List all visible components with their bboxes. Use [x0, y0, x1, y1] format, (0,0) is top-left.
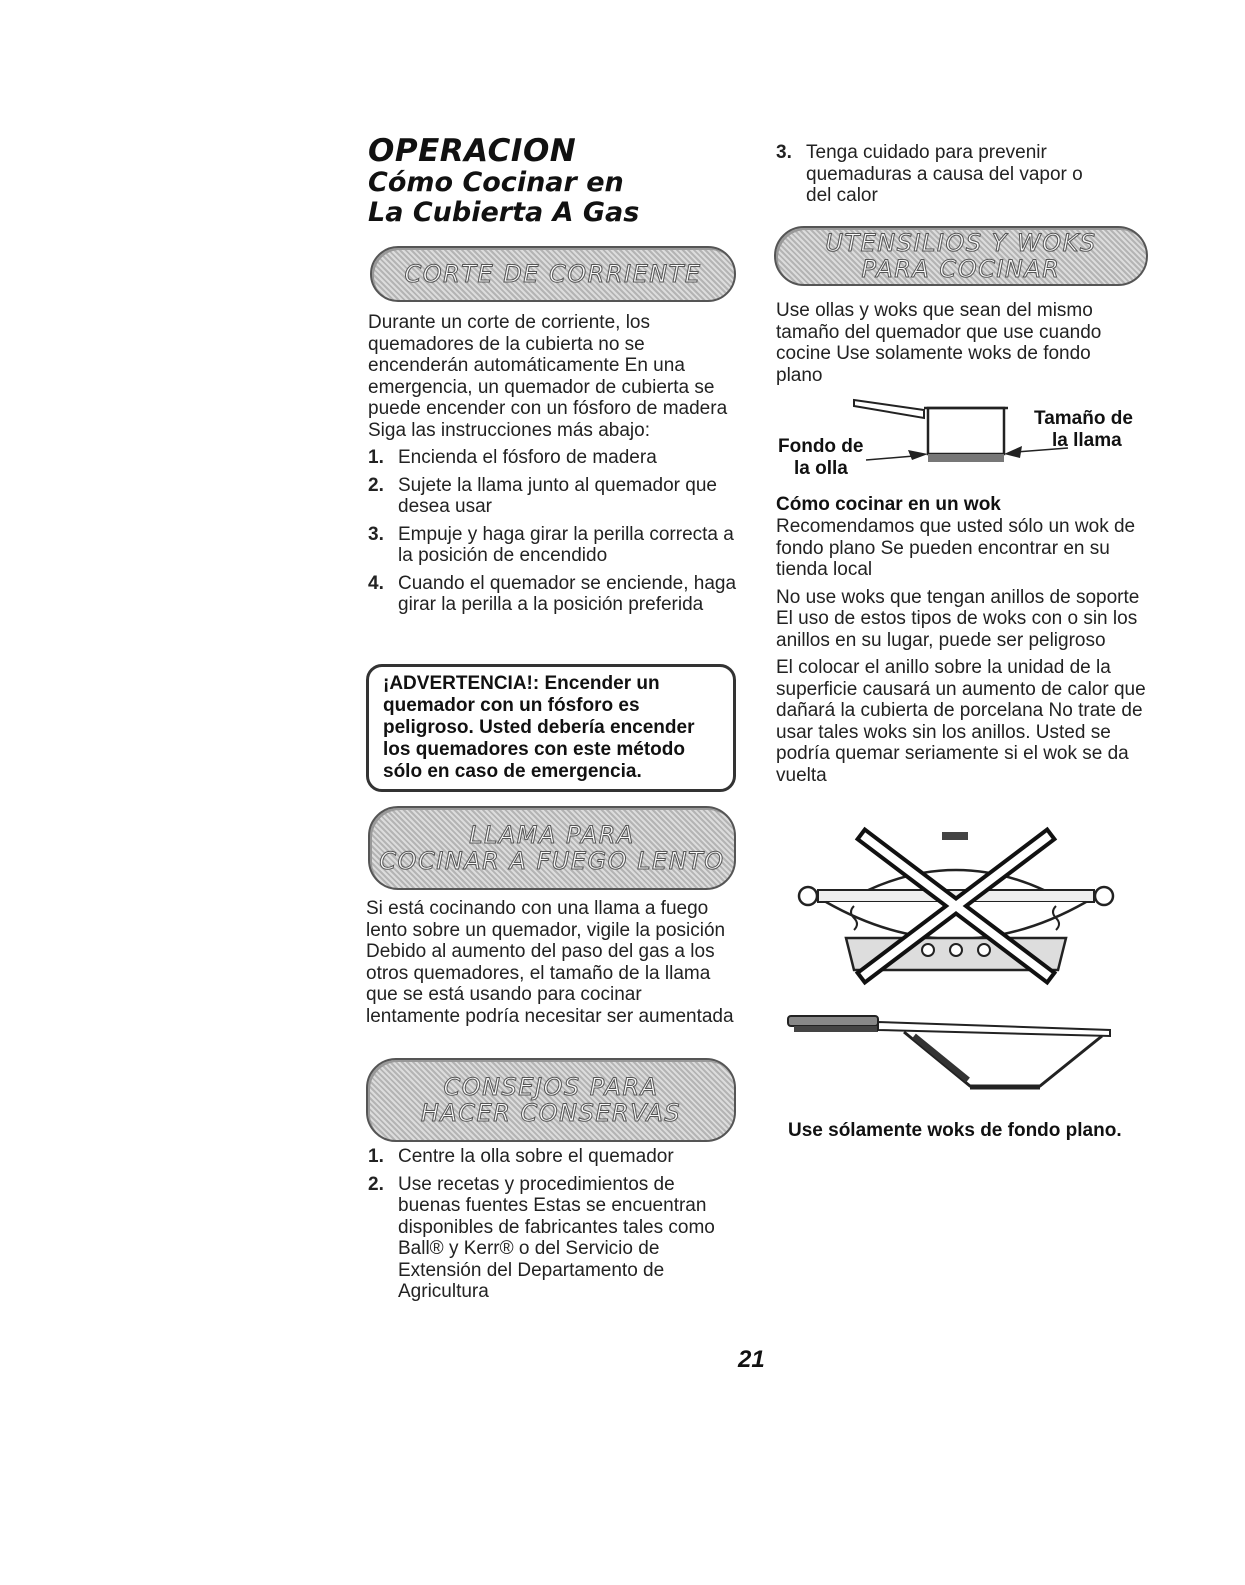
warning-box — [366, 664, 736, 792]
banner-canning — [366, 1058, 736, 1142]
page-title: OPERACION — [368, 133, 577, 169]
list-item: 3. Tenga cuidado para prevenir quemaduras a causa del vapor o del calor — [776, 142, 1083, 206]
arrow-line-left — [866, 456, 914, 460]
wok-paragraph-1: Recomendamos que usted sólo un wok de fondo plano Se pueden encontrar en su tienda local — [776, 516, 1136, 580]
warning-label: ¡ADVERTENCIA!: — [383, 673, 540, 694]
banner-utensils-line2: PARA COCINAR — [861, 255, 1061, 283]
power-outage-steps — [368, 447, 740, 616]
slow-cooking-section — [366, 898, 738, 1027]
pot-label-left-1: Fondo de — [778, 436, 864, 457]
list-item: 1. Centre la olla sobre el quemador — [368, 1146, 674, 1167]
pot-label-left-2: la olla — [794, 458, 848, 479]
list-item: 4. Cuando el quemador se enciende, haga girar la perilla a la posición preferida — [368, 572, 737, 615]
banner-utensils-line1: UTENSILIOS Y WOKS — [825, 229, 1097, 257]
utensils-paragraph: Use ollas y woks que sean del mismo tamaño del quemador que use cuando cocine Use solamente woks de fondo plano — [776, 300, 1102, 386]
list-item: 3. Empuje y haga girar la perilla correcta a la posición de encendido — [368, 523, 734, 566]
utensils-section — [776, 300, 1122, 386]
flat-bottom-wok-icon — [788, 1016, 1110, 1088]
banner-canning-line2: HACER CONSERVAS — [420, 1099, 682, 1127]
pot-label-right-2: la llama — [1052, 430, 1122, 451]
banner-slow-cooking-line2: COCINAR A FUEGO LENTO — [379, 847, 725, 875]
power-outage-paragraph: Durante un corte de corriente, los quemadores de la cubierta no se encenderán automáticamente En una emergencia, un quemador de cubierta se puede encender con un fósforo de madera Siga las instrucciones más abajo: — [368, 312, 728, 441]
wok-paragraph-3: El colocar el anillo sobre la unidad de la superficie causará un aumento de calor que dañará la cubierta de porcelana No trate de usar tales woks sin los anillos. Usted se podría quemar seriamente si el wok se da vuelta — [776, 657, 1146, 786]
wok-paragraph-2: No use woks que tengan anillos de soporte El uso de estos tipos de woks con o sin los anillos en su lugar, puede ser peligroso — [776, 586, 1140, 651]
list-item: 1. Encienda el fósforo de madera — [368, 447, 657, 468]
banner-power-outage — [370, 246, 736, 302]
banner-utensils — [774, 226, 1148, 286]
wok-ring-crossed-illustration — [796, 826, 1116, 986]
canning-steps — [368, 1146, 740, 1303]
pot-label-right-1: Tamaño de — [1034, 408, 1133, 429]
pot-icon — [854, 400, 1008, 454]
wok-caption: Use sólamente woks de fondo plano. — [788, 1120, 1122, 1141]
right-step-3 — [776, 142, 1096, 207]
list-item: 2. Use recetas y procedimientos de buenas fuentes Estas se encuentran disponibles de fabricantes tales como Ball® y Kerr® o del Servicio de Extensión del Departamento de Agricultura — [368, 1173, 715, 1302]
banner-slow-cooking-line1: LLAMA PARA — [469, 821, 635, 849]
arrow-head-right — [1004, 446, 1022, 458]
banner-power-outage-label: CORTE DE CORRIENTE — [404, 260, 702, 288]
banner-canning-line1: CONSEJOS PARA — [443, 1073, 659, 1101]
wok-section — [776, 494, 1146, 786]
flame-size-bar — [928, 454, 1004, 462]
canning-section — [368, 1140, 740, 1303]
banner-slow-cooking — [368, 806, 736, 890]
page-title-block — [368, 134, 639, 228]
arrow-head-left — [908, 450, 928, 460]
power-outage-section — [368, 312, 740, 616]
list-item: 2. Sujete la llama junto al quemador que desea usar — [368, 474, 717, 517]
slow-cooking-paragraph: Si está cocinando con una llama a fuego lento sobre un quemador, vigile la posición Debido al aumento del paso del gas a los otros quemadores, el tamaño de la llama que se está usando para cocinar lentamente podría necesitar ser aumentada — [366, 898, 734, 1027]
flat-bottom-wok-illustration — [784, 1008, 1120, 1100]
page-subtitle-line2: La Cubierta A Gas — [368, 197, 640, 228]
warning-text: Encender un quemador con un fósforo es peligroso. Usted debería encender los quemadores con este método sólo en caso de emergencia. — [383, 673, 695, 782]
page-number: 21 — [738, 1346, 765, 1373]
wok-heading: Cómo cocinar en un wok — [776, 494, 1001, 515]
page-subtitle-line1: Cómo Cocinar en — [368, 167, 624, 198]
